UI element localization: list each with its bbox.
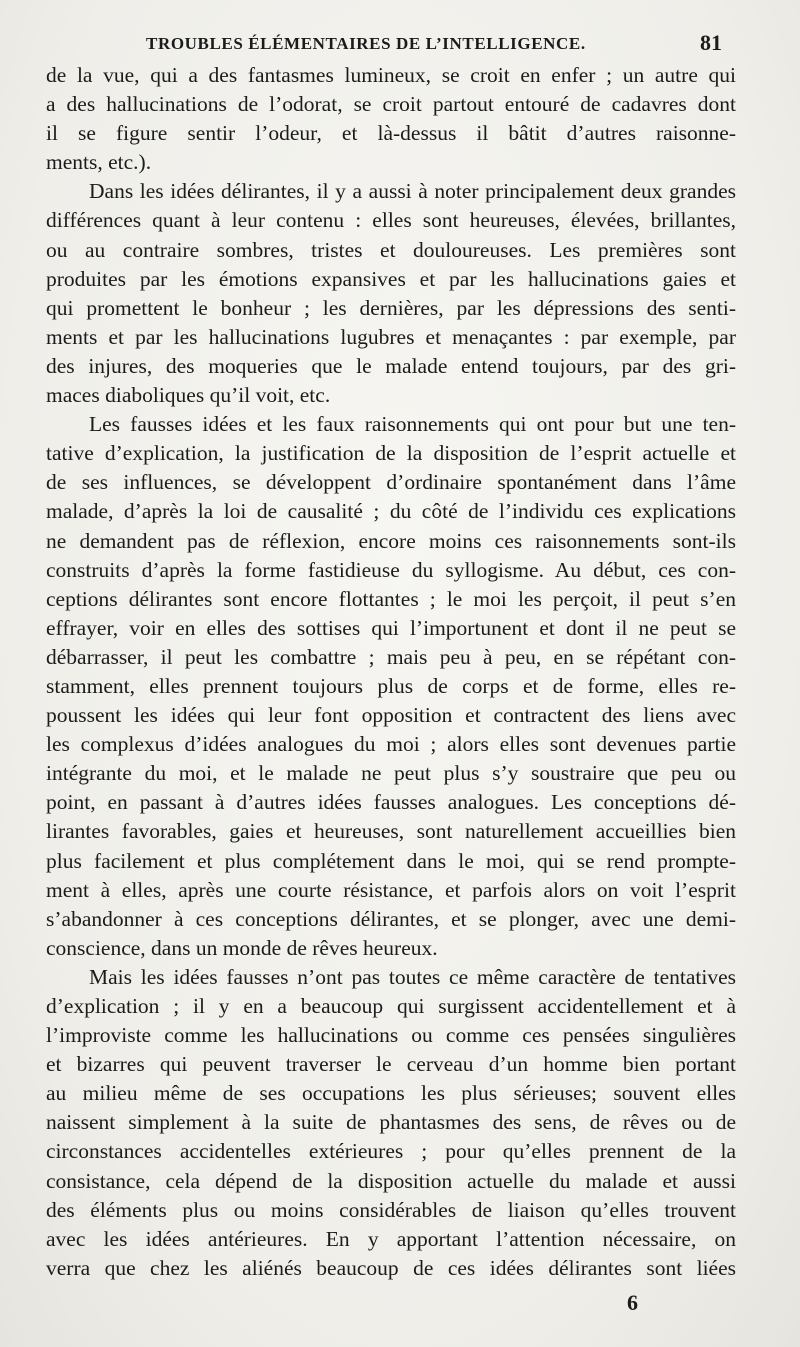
text-line: de ses influences, se développent d’ordinaire spontanément dans l’âme — [46, 470, 736, 495]
text-line: tative d’explication, la justification de la disposition de l’esprit actuelle et — [46, 441, 736, 466]
text-line: point, en passant à d’autres idées fausses analogues. Les conceptions dé- — [46, 790, 736, 815]
running-head: TROUBLES ÉLÉMENTAIRES DE L’INTELLIGENCE. — [146, 34, 586, 53]
text-line: malade, d’après la loi de causalité ; du côté de l’individu ces explications — [46, 499, 736, 524]
text-line: il se figure sentir l’odeur, et là-dessus il bâtit d’autres raisonne- — [46, 121, 736, 146]
text-line: a des hallucinations de l’odorat, se croit partout entouré de cadavres dont — [46, 92, 736, 117]
page-header — [46, 32, 736, 60]
text-line: qui promettent le bonheur ; les dernières, par les dépressions des senti- — [46, 295, 736, 320]
text-line: ou au contraire sombres, tristes et douloureuses. Les premières sont — [46, 237, 736, 262]
text-line: des injures, des moqueries que le malade entend toujours, par des gri- — [46, 353, 736, 378]
text-line: s’abandonner à ces conceptions délirantes, et se plonger, avec une demi- — [46, 906, 736, 931]
text-line: produites par les émotions expansives et par les hallucinations gaies et — [46, 266, 736, 291]
text-line: des éléments plus ou moins considérables de liaison qu’elles trouvent — [46, 1197, 736, 1222]
text-line: l’improviste comme les hallucinations ou comme ces pensées singulières — [46, 1023, 736, 1048]
page-body-text — [46, 61, 736, 1283]
signature-mark: 6 — [627, 1290, 638, 1315]
text-line: et bizarres qui peuvent traverser le cerveau d’un homme bien portant — [46, 1052, 736, 1077]
text-line: débarrasser, il peut les combattre ; mais peu à peu, en se répétant con- — [46, 644, 736, 669]
text-line: au milieu même de ses occupations les plus sérieuses; souvent elles — [46, 1081, 736, 1106]
text-line: stamment, elles prennent toujours plus de corps et de forme, elles re- — [46, 673, 736, 698]
text-line: intégrante du moi, et le malade ne peut plus s’y soustraire que peu ou — [46, 761, 736, 786]
text-line: consistance, cela dépend de la disposition actuelle du malade et aussi — [46, 1168, 736, 1193]
text-line: ment à elles, après une courte résistance, et parfois alors on voit l’esprit — [46, 877, 736, 902]
text-line: plus facilement et plus complétement dans le moi, qui se rend prompte- — [46, 848, 736, 873]
text-line: avec les idées antérieures. En y apportant l’attention nécessaire, on — [46, 1226, 736, 1251]
text-line: ceptions délirantes sont encore flottantes ; le moi les perçoit, il peut s’en — [46, 586, 736, 611]
text-line: construits d’après la forme fastidieuse du syllogisme. Au début, ces con- — [46, 557, 736, 582]
text-line: ments, etc.). — [46, 150, 152, 175]
text-line: d’explication ; il y en a beaucoup qui surgissent accidentellement et à — [46, 994, 736, 1018]
text-line: lirantes favorables, gaies et heureuses, sont naturellement accueillies bien — [46, 819, 736, 844]
text-line: différences quant à leur contenu : elles sont heureuses, élevées, brillantes, — [46, 208, 736, 233]
text-line: maces diaboliques qu’il voit, etc. — [46, 383, 331, 408]
text-line: poussent les idées qui leur font opposition et contractent des liens avec — [46, 703, 736, 728]
text-line: verra que chez les aliénés beaucoup de ces idées délirantes sont liées — [46, 1255, 736, 1280]
text-line: Mais les idées fausses n’ont pas toutes ce même caractère de tentatives — [89, 964, 736, 989]
text-line: ments et par les hallucinations lugubres et menaçantes : par exemple, par — [46, 324, 736, 349]
text-line: Les fausses idées et les faux raisonnements qui ont pour but une ten- — [89, 412, 736, 437]
text-line: de la vue, qui a des fantasmes lumineux, se croit en enfer ; un autre qui — [46, 63, 736, 87]
page-number: 81 — [700, 30, 722, 55]
text-line: circonstances accidentelles extérieures ; pour qu’elles prennent de la — [46, 1139, 736, 1164]
text-line: naissent simplement à la suite de phantasmes des sens, de rêves ou de — [46, 1110, 736, 1135]
text-line: ne demandent pas de réflexion, encore moins ces raisonnements sont-ils — [46, 528, 736, 553]
text-line: conscience, dans un monde de rêves heureux. — [46, 935, 438, 960]
text-line: effrayer, voir en elles des sottises qui l’importunent et dont il ne peut se — [46, 615, 736, 640]
text-line: les complexus d’idées analogues du moi ; alors elles sont devenues partie — [46, 732, 736, 757]
text-line: Dans les idées délirantes, il y a aussi à noter principalement deux grandes — [89, 179, 736, 204]
